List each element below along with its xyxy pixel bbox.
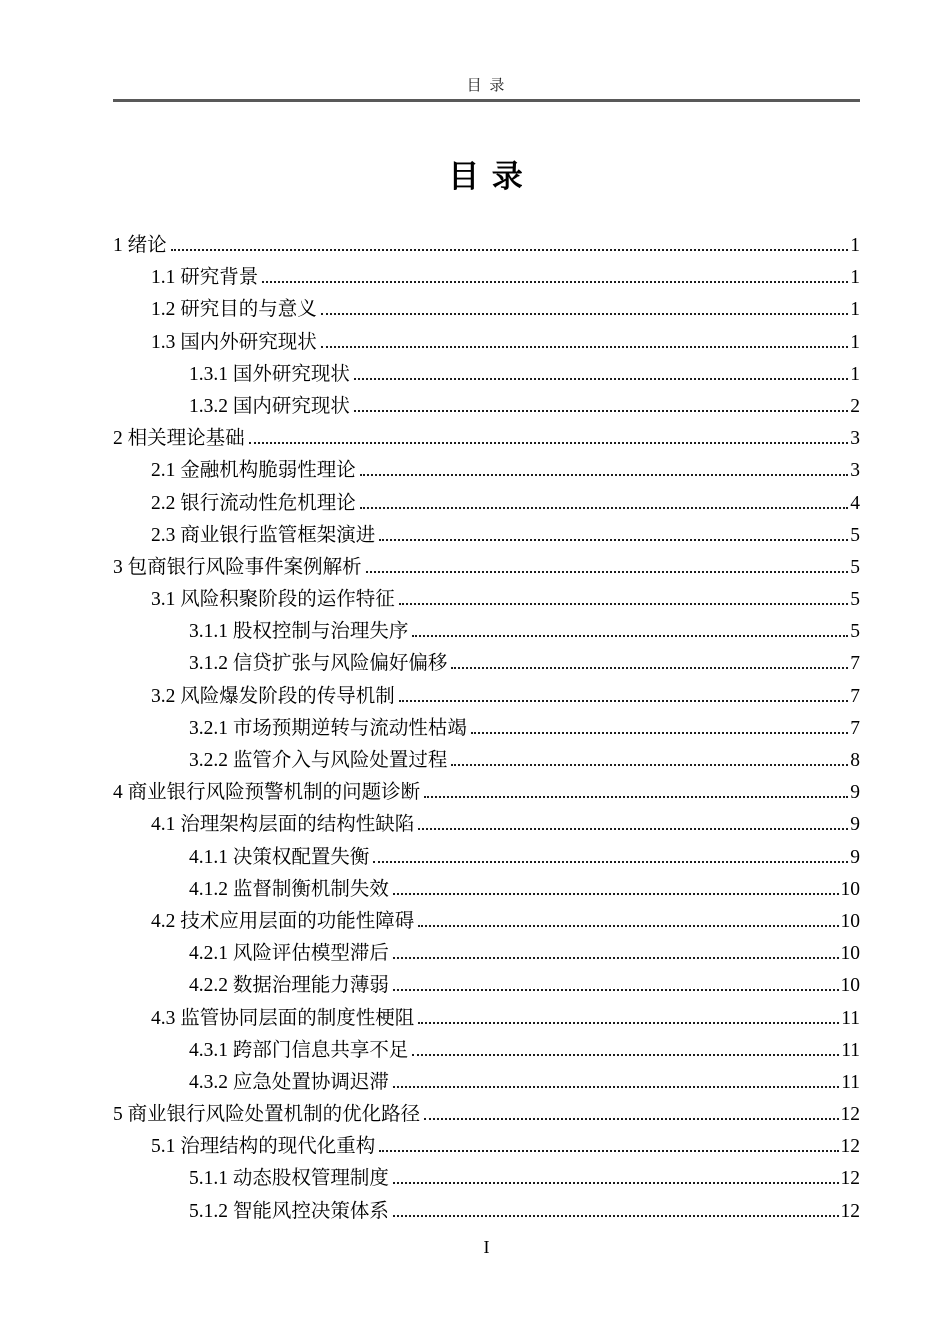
toc-entry-label: 4.1.2 监督制衡机制失效 [189, 878, 389, 900]
toc-leader-dots [321, 313, 848, 315]
toc-leader-dots [393, 1086, 839, 1088]
toc-leader-dots [393, 957, 839, 959]
toc-leader-dots [418, 925, 838, 927]
toc-entry-page: 3 [850, 428, 860, 450]
footer-page-number: I [483, 1237, 490, 1257]
toc-leader-dots [171, 249, 849, 251]
toc-leader-dots [418, 828, 848, 830]
toc-entry-label: 3.1 风险积聚阶段的运作特征 [151, 589, 395, 611]
toc-entry-page: 9 [850, 814, 860, 836]
toc-leader-dots [360, 474, 848, 476]
toc-entry [113, 584, 860, 616]
toc-entry [113, 616, 860, 648]
toc-leader-dots [451, 667, 848, 669]
toc-entry [113, 874, 860, 906]
toc-leader-dots [249, 442, 849, 444]
toc-entry [113, 552, 860, 584]
toc-entry [113, 230, 860, 262]
toc-entry-page: 1 [850, 299, 860, 321]
page-title [113, 160, 860, 194]
toc-entry-label: 4.2 技术应用层面的功能性障碍 [151, 910, 415, 932]
toc-entry-label: 4.3 监管协同层面的制度性梗阻 [151, 1007, 415, 1029]
page-title-text: 目 录 [448, 159, 525, 194]
toc-entry [113, 423, 860, 455]
toc-entry [113, 713, 860, 745]
toc-entry-label: 5.1.1 动态股权管理制度 [189, 1168, 389, 1190]
toc-leader-dots [366, 571, 849, 573]
toc-entry-page: 11 [841, 1007, 860, 1029]
toc-entry [113, 1131, 860, 1163]
toc-entry [113, 1099, 860, 1131]
toc-entry-page: 12 [840, 1200, 860, 1222]
toc-entry-label: 1 绪论 [113, 235, 167, 256]
toc-entry [113, 906, 860, 938]
toc-entry-page: 11 [841, 1071, 860, 1093]
toc-list [113, 230, 860, 1228]
toc-leader-dots [412, 1054, 839, 1056]
toc-entry [113, 520, 860, 552]
toc-leader-dots [393, 989, 839, 991]
toc-entry [113, 455, 860, 487]
toc-entry-label: 2.1 金融机构脆弱性理论 [151, 460, 356, 482]
toc-leader-dots [379, 1150, 838, 1152]
toc-leader-dots [424, 796, 848, 798]
toc-entry-page: 1 [850, 363, 860, 385]
toc-entry-label: 1.3 国内外研究现状 [151, 331, 317, 353]
toc-entry-page: 9 [850, 846, 860, 868]
toc-entry-label: 1.3.1 国外研究现状 [189, 363, 350, 385]
toc-leader-dots [451, 764, 848, 766]
toc-entry [113, 745, 860, 777]
toc-entry-page: 1 [850, 267, 860, 289]
toc-entry-label: 3.1.2 信贷扩张与风险偏好偏移 [189, 653, 448, 675]
toc-entry-page: 10 [840, 910, 860, 932]
toc-entry-label: 1.2 研究目的与意义 [151, 299, 317, 321]
toc-entry-label: 5.1 治理结构的现代化重构 [151, 1136, 376, 1158]
toc-entry-label: 3 包商银行风险事件案例解析 [113, 556, 362, 578]
toc-entry-page: 10 [840, 975, 860, 997]
toc-leader-dots [262, 281, 848, 283]
toc-entry-label: 1.3.2 国内研究现状 [189, 395, 350, 417]
toc-leader-dots [354, 378, 848, 380]
toc-leader-dots [379, 539, 848, 541]
header-rule [113, 99, 860, 102]
toc-entry [113, 359, 860, 391]
toc-entry-page: 1 [850, 235, 860, 256]
toc-entry-page: 3 [850, 460, 860, 482]
toc-entry-label: 5 商业银行风险处置机制的优化路径 [113, 1104, 421, 1126]
toc-leader-dots [321, 346, 848, 348]
toc-entry-label: 2 相关理论基础 [113, 428, 245, 450]
running-header-text: 目 录 [466, 78, 507, 94]
toc-entry-label: 4.2.1 风险评估模型滞后 [189, 943, 389, 965]
toc-entry-page: 10 [840, 943, 860, 965]
toc-leader-dots [471, 732, 848, 734]
toc-entry [113, 648, 860, 680]
toc-entry [113, 262, 860, 294]
toc-entry-page: 12 [840, 1136, 860, 1158]
toc-entry-label: 2.3 商业银行监管框架演进 [151, 524, 376, 546]
toc-entry-label: 4 商业银行风险预警机制的问题诊断 [113, 782, 421, 804]
toc-entry-label: 2.2 银行流动性危机理论 [151, 492, 356, 514]
toc-entry [113, 681, 860, 713]
toc-entry-page: 12 [840, 1104, 860, 1126]
toc-entry-label: 1.1 研究背景 [151, 267, 259, 289]
toc-entry [113, 842, 860, 874]
toc-entry [113, 970, 860, 1002]
toc-entry-label: 4.1 治理架构层面的结构性缺陷 [151, 814, 415, 836]
toc-entry-label: 4.3.1 跨部门信息共享不足 [189, 1039, 409, 1061]
toc-entry-page: 12 [840, 1168, 860, 1190]
page-footer [113, 1236, 860, 1258]
toc-entry [113, 294, 860, 326]
toc-entry-page: 7 [850, 717, 860, 739]
toc-entry-page: 5 [850, 589, 860, 611]
toc-leader-dots [393, 1215, 839, 1217]
toc-entry-label: 3.2.2 监管介入与风险处置过程 [189, 750, 448, 771]
toc-entry [113, 809, 860, 841]
toc-leader-dots [399, 700, 848, 702]
toc-leader-dots [354, 410, 848, 412]
toc-entry-page: 5 [850, 524, 860, 546]
toc-entry-label: 3.2 风险爆发阶段的传导机制 [151, 685, 395, 707]
toc-leader-dots [373, 861, 848, 863]
toc-entry [113, 1163, 860, 1195]
toc-entry-page: 9 [850, 782, 860, 804]
toc-leader-dots [393, 1182, 839, 1184]
toc-entry-page: 11 [841, 1039, 860, 1061]
toc-entry-page: 4 [850, 492, 860, 514]
toc-entry-label: 4.3.2 应急处置协调迟滞 [189, 1071, 389, 1093]
toc-entry-label: 3.1.1 股权控制与治理失序 [189, 621, 409, 643]
toc-entry-page: 7 [850, 653, 860, 675]
toc-entry-page: 1 [850, 331, 860, 353]
toc-entry [113, 391, 860, 423]
toc-entry-label: 4.1.1 决策权配置失衡 [189, 846, 370, 868]
toc-leader-dots [399, 603, 848, 605]
toc-entry [113, 327, 860, 359]
toc-entry [113, 1035, 860, 1067]
toc-entry-page: 8 [850, 750, 860, 771]
toc-entry-page: 5 [850, 621, 860, 643]
toc-entry [113, 1067, 860, 1099]
toc-leader-dots [412, 635, 848, 637]
toc-leader-dots [424, 1118, 838, 1120]
toc-leader-dots [393, 893, 839, 895]
toc-entry-label: 3.2.1 市场预期逆转与流动性枯竭 [189, 717, 467, 739]
toc-entry-label: 5.1.2 智能风控决策体系 [189, 1200, 389, 1222]
toc-entry [113, 488, 860, 520]
toc-entry-page: 2 [850, 395, 860, 417]
toc-leader-dots [418, 1022, 839, 1024]
toc-entry-page: 5 [850, 556, 860, 578]
toc-entry [113, 1196, 860, 1228]
toc-entry [113, 1003, 860, 1035]
running-header [113, 76, 860, 96]
toc-entry-page: 7 [850, 685, 860, 707]
toc-leader-dots [360, 507, 848, 509]
toc-entry-page: 10 [840, 878, 860, 900]
toc-entry [113, 777, 860, 809]
toc-entry-label: 4.2.2 数据治理能力薄弱 [189, 975, 389, 997]
toc-entry [113, 938, 860, 970]
